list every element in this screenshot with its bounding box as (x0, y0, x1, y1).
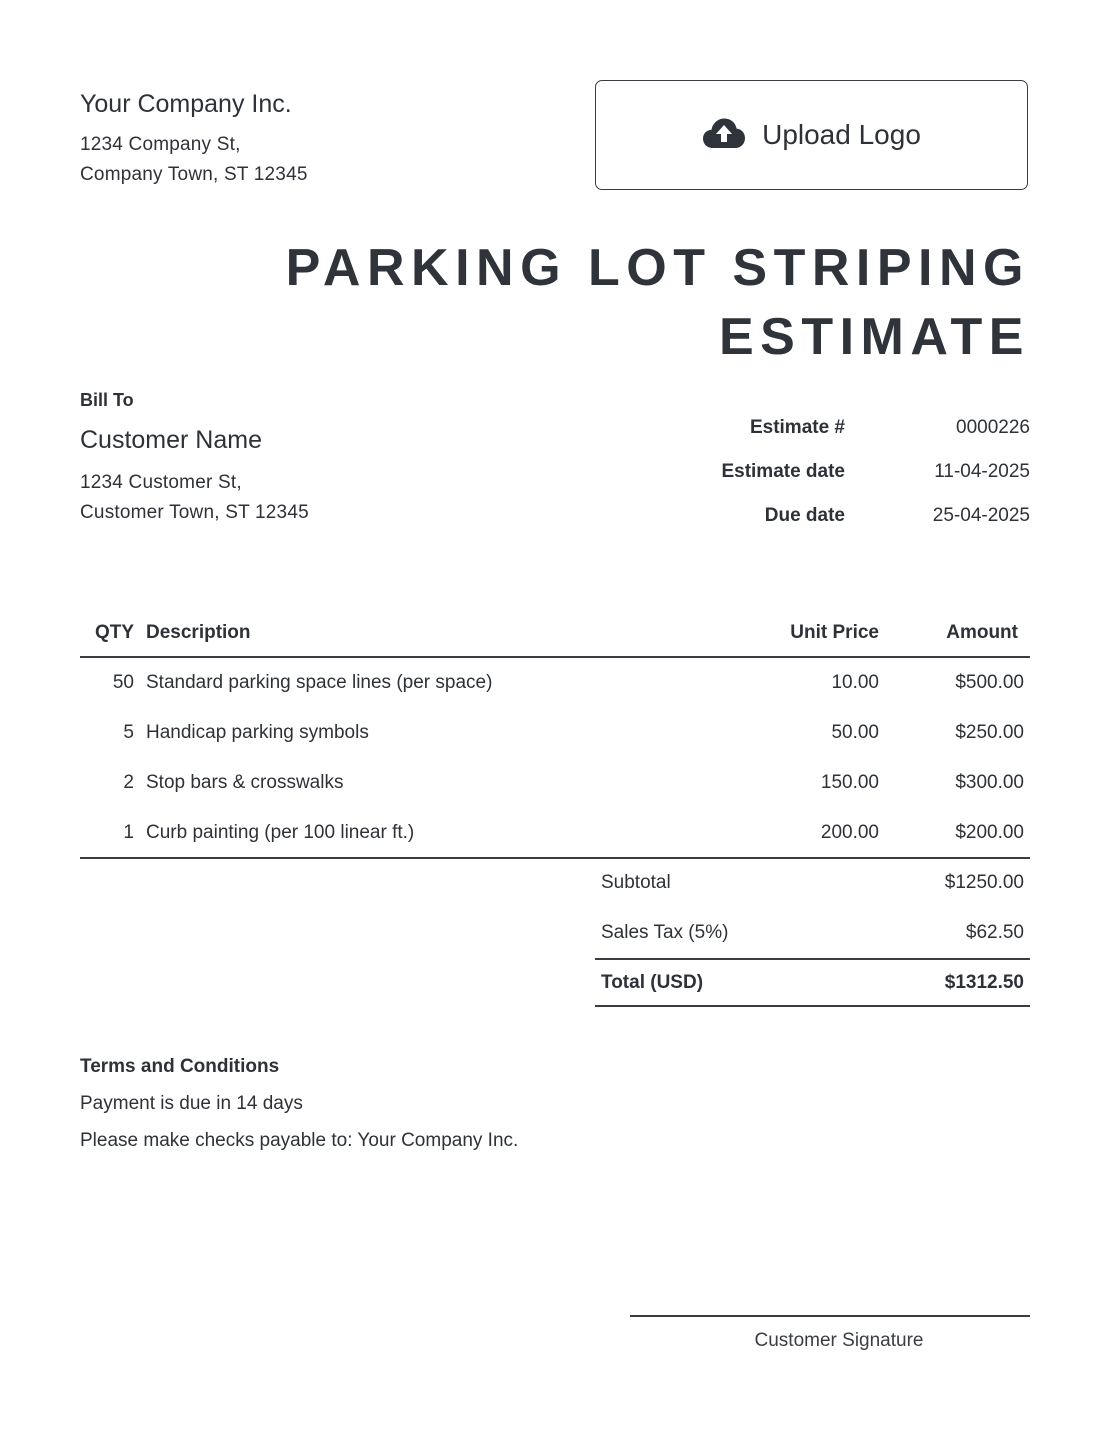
row-description: Handicap parking symbols (146, 722, 369, 743)
total-divider (595, 958, 1030, 960)
row-qty: 2 (123, 772, 134, 793)
total-label: Total (USD) (601, 972, 704, 993)
company-name: Your Company Inc. (80, 90, 292, 118)
cloud-upload-icon (702, 117, 746, 154)
column-header-unit-price: Unit Price (790, 622, 879, 643)
estimate-date: 11-04-2025 (934, 461, 1030, 482)
terms-heading: Terms and Conditions (80, 1056, 280, 1077)
sales-tax-label: Sales Tax (5%) (601, 922, 729, 943)
signature-label: Customer Signature (754, 1330, 924, 1351)
table-footer-divider (80, 857, 1030, 859)
row-unit-price: 10.00 (831, 672, 879, 693)
upload-logo-label: Upload Logo (762, 119, 921, 150)
row-unit-price: 50.00 (831, 722, 879, 743)
row-description: Stop bars & crosswalks (146, 772, 344, 793)
row-qty: 5 (123, 722, 134, 743)
customer-address-line2: Customer Town, ST 12345 (80, 502, 309, 523)
estimate-number-label: Estimate # (749, 417, 845, 438)
estimate-date-label: Estimate date (721, 461, 845, 482)
row-description: Curb painting (per 100 linear ft.) (146, 822, 415, 843)
due-date: 25-04-2025 (932, 505, 1030, 526)
row-qty: 1 (123, 822, 134, 843)
terms-line-1: Payment is due in 14 days (80, 1093, 303, 1114)
customer-name: Customer Name (80, 426, 262, 454)
table-header-divider (80, 656, 1030, 658)
sales-tax-value: $62.50 (965, 922, 1024, 943)
column-header-qty: QTY (94, 622, 134, 643)
row-unit-price: 150.00 (820, 772, 879, 793)
row-amount: $300.00 (955, 772, 1024, 793)
column-header-description: Description (146, 622, 251, 643)
column-header-amount: Amount (946, 622, 1018, 643)
document-title-line2: ESTIMATE (718, 308, 1030, 366)
due-date-label: Due date (764, 505, 845, 526)
row-unit-price: 200.00 (820, 822, 879, 843)
subtotal-value: $1250.00 (944, 872, 1024, 893)
total-value: $1312.50 (944, 972, 1024, 993)
signature-line[interactable] (630, 1315, 1030, 1317)
bill-to-heading: Bill To (80, 390, 134, 410)
customer-address-line1: 1234 Customer St, (80, 472, 242, 493)
document-title-line1: PARKING LOT STRIPING (285, 239, 1030, 297)
terms-line-2: Please make checks payable to: Your Company Inc. (80, 1130, 519, 1151)
company-address-line1: 1234 Company St, (80, 134, 241, 155)
upload-logo-button[interactable] (595, 80, 1028, 190)
total-bottom-divider (595, 1005, 1030, 1007)
company-address-line2: Company Town, ST 12345 (80, 164, 308, 185)
row-amount: $200.00 (955, 822, 1024, 843)
row-amount: $500.00 (955, 672, 1024, 693)
row-amount: $250.00 (955, 722, 1024, 743)
row-qty: 50 (112, 672, 134, 693)
estimate-number: 0000226 (956, 417, 1030, 438)
subtotal-label: Subtotal (601, 872, 671, 893)
row-description: Standard parking space lines (per space) (146, 672, 493, 693)
